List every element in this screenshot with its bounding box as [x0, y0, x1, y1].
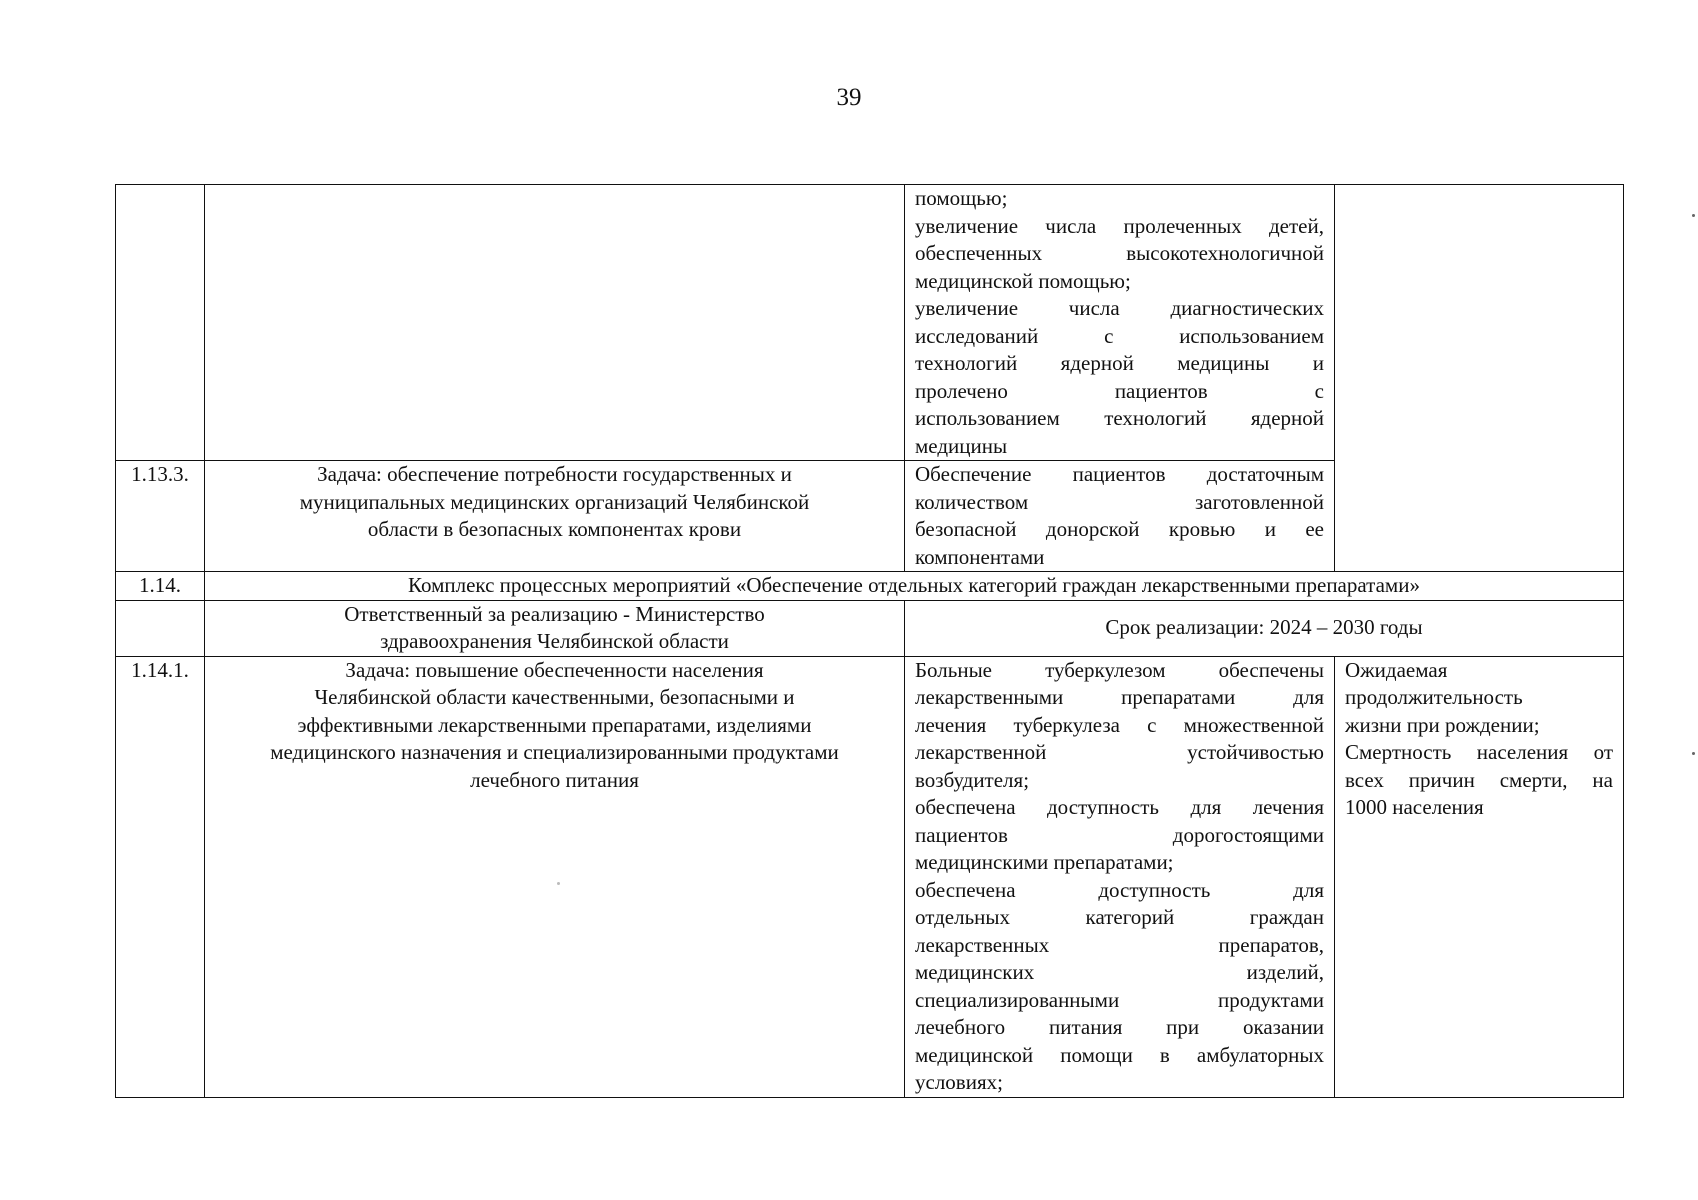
row-number-cell: 1.13.3.: [116, 461, 205, 572]
result-line: отдельных категорий граждан: [915, 905, 1324, 929]
result-line: медицины: [915, 433, 1008, 458]
result-line: лекарственных препаратов,: [915, 932, 1324, 957]
scan-speck: [557, 882, 560, 885]
task-line: муниципальных медицинских организаций Челябинской: [299, 489, 810, 514]
result-line: технологий ядерной медицины и: [915, 351, 1324, 375]
table-row-responsible: [116, 600, 1624, 656]
result-line: Больные туберкулезом обеспечены: [915, 657, 1324, 682]
responsible-line: здравоохранения Челябинской области: [380, 629, 729, 653]
task-line: Задача: обеспечение потребности государственных и: [317, 462, 792, 486]
result-line: пациентов дорогостоящими: [915, 822, 1324, 847]
result-line: компонентами: [915, 544, 1045, 569]
indicator-line: жизни при рождении;: [1345, 712, 1540, 737]
task-cell: [205, 461, 905, 572]
result-cell: [905, 461, 1335, 572]
result-line: лечебного питания при оказании: [915, 1015, 1324, 1039]
task-line: Челябинской области качественными, безопасными и: [314, 685, 795, 709]
result-line: возбудителя;: [915, 767, 1030, 792]
result-line: помощью;: [915, 186, 1008, 210]
period-cell: Срок реализации: 2024 – 2030 годы: [905, 600, 1624, 656]
row-number-cell: [116, 600, 205, 656]
table-row-continued: [116, 185, 1624, 461]
row-number-cell: [116, 185, 205, 461]
indicator-line: Ожидаемая: [1345, 657, 1448, 682]
result-line: лекарственными препаратами для: [915, 685, 1324, 709]
task-line: медицинского назначения и специализированными продуктами: [270, 740, 839, 764]
result-line: медицинских изделий,: [915, 960, 1324, 984]
result-line: обеспечена доступность для: [915, 877, 1324, 902]
task-line: Задача: повышение обеспеченности населения: [345, 657, 764, 682]
result-line: пролечено пациентов с: [915, 378, 1324, 403]
task-line: эффективными лекарственными препаратами, изделиями: [297, 712, 812, 737]
indicator-cell: [1335, 185, 1624, 572]
indicator-line: Смертность населения от: [1345, 740, 1613, 764]
result-line: медицинской помощью;: [915, 268, 1131, 293]
result-cell: [905, 656, 1335, 1097]
result-line: медицинской помощи в амбулаторных: [915, 1042, 1324, 1067]
result-line: условиях;: [915, 1070, 1003, 1094]
result-line: безопасной донорской кровью и ее: [915, 517, 1324, 541]
indicator-cell: [1335, 656, 1624, 1097]
task-line: области в безопасных компонентах крови: [367, 517, 742, 541]
measures-table: [115, 184, 1624, 1098]
row-number-cell: 1.14.1.: [116, 656, 205, 1097]
result-line: обеспечена доступность для лечения: [915, 795, 1324, 819]
result-line: исследований с использованием: [915, 323, 1324, 348]
indicator-line: 1000 населения: [1345, 795, 1484, 819]
page-number: 39: [836, 84, 862, 111]
row-number-cell: 1.14.: [116, 572, 205, 601]
result-line: лечения туберкулеза с множественной: [915, 712, 1324, 737]
result-line: увеличение числа пролеченных детей,: [915, 213, 1324, 238]
task-cell: [205, 185, 905, 461]
result-line: обеспеченных высокотехнологичной: [915, 241, 1324, 265]
table-row-1-14-1: [116, 656, 1624, 1097]
result-line: использованием технологий ядерной: [915, 406, 1324, 430]
scan-speck: [1692, 752, 1695, 755]
table-row-1-14: [116, 572, 1624, 601]
indicator-line: продолжительность: [1345, 685, 1523, 709]
complex-title-cell: Комплекс процессных мероприятий «Обеспечение отдельных категорий граждан лекарственными препаратами»: [205, 572, 1624, 601]
task-line: лечебного питания: [470, 767, 639, 792]
result-line: увеличение числа диагностических: [915, 296, 1324, 320]
responsible-cell: [205, 600, 905, 656]
scan-speck: [1692, 214, 1695, 217]
task-cell: [205, 656, 905, 1097]
responsible-line: Ответственный за реализацию - Министерство: [344, 601, 765, 626]
result-line: количеством заготовленной: [915, 489, 1324, 514]
indicator-line: всех причин смерти, на: [1345, 767, 1613, 792]
result-line: специализированными продуктами: [915, 987, 1324, 1012]
result-line: медицинскими препаратами;: [915, 850, 1174, 874]
result-cell: [905, 185, 1335, 461]
result-line: Обеспечение пациентов достаточным: [915, 462, 1324, 486]
result-line: лекарственной устойчивостью: [915, 740, 1324, 764]
